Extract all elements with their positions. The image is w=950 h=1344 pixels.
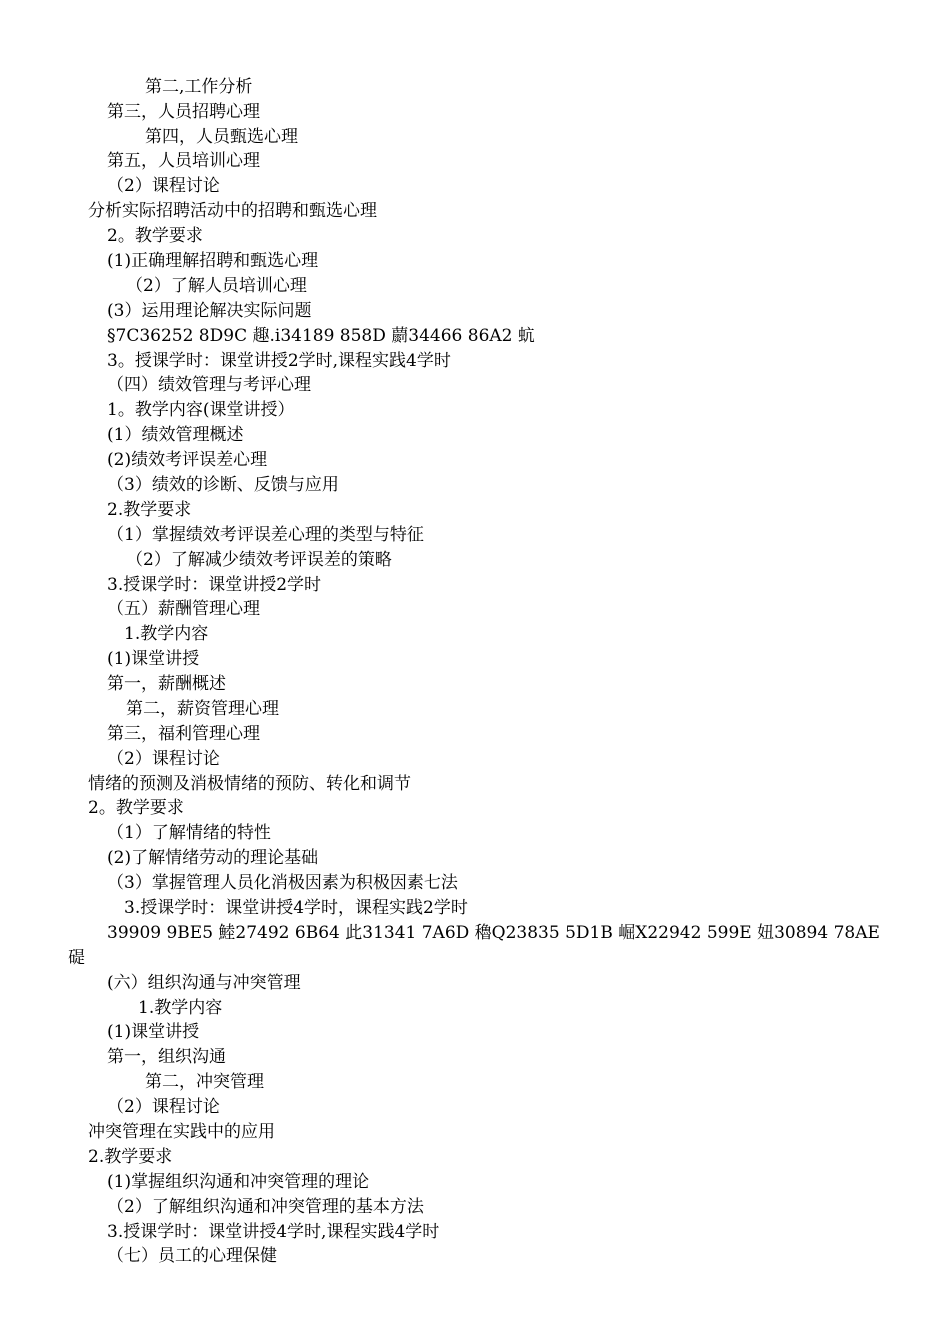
- text-line: （2）了解人员培训心理: [126, 276, 307, 296]
- text-line: （七）员工的心理保健: [107, 1246, 277, 1266]
- text-line: 3。授课学时：课堂讲授2学时,课程实践4学时: [107, 351, 451, 371]
- text-line: 3.授课学时：课堂讲授2学时: [107, 575, 322, 595]
- text-line: 冲突管理在实践中的应用: [88, 1122, 275, 1142]
- text-line: 第五，人员培训心理: [107, 151, 260, 171]
- text-line: 碮: [68, 948, 85, 968]
- text-line: (六）组织沟通与冲突管理: [107, 973, 301, 993]
- text-line: 3.授课学时：课堂讲授4学时，课程实践2学时: [124, 898, 468, 918]
- text-line: （四）绩效管理与考评心理: [107, 375, 311, 395]
- text-line: 1。教学内容(课堂讲授）: [107, 400, 295, 420]
- text-line: (1)掌握组织沟通和冲突管理的理论: [107, 1172, 370, 1192]
- text-line: (2)绩效考评误差心理: [107, 450, 268, 470]
- text-line: 2。教学要求: [88, 798, 184, 818]
- text-line: （3）绩效的诊断、反馈与应用: [107, 475, 339, 495]
- text-line: (1)课堂讲授: [107, 1022, 200, 1042]
- text-line: 第四，人员甄选心理: [145, 127, 298, 147]
- text-line: (1）绩效管理概述: [107, 425, 244, 445]
- text-line: 2.教学要求: [107, 500, 192, 520]
- text-line: (2)了解情绪劳动的理论基础: [107, 848, 319, 868]
- text-line: (1)课堂讲授: [107, 649, 200, 669]
- text-line: (1)正确理解招聘和甄选心理: [107, 251, 319, 271]
- text-line: （五）薪酬管理心理: [107, 599, 260, 619]
- text-line: 1.教学内容: [138, 998, 223, 1018]
- text-line: 2。教学要求: [107, 226, 203, 246]
- text-line: （3）掌握管理人员化消极因素为积极因素七法: [107, 873, 458, 893]
- text-line: （2）了解组织沟通和冲突管理的基本方法: [107, 1197, 424, 1217]
- text-line: 39909 9BE5 鯥27492 6B64 此31341 7A6D 穭Q23835 5D1B 崛X22942 599E 妞30894 78AE: [107, 923, 880, 943]
- text-line: 第一，组织沟通: [107, 1047, 226, 1067]
- text-line: 第三，人员招聘心理: [107, 102, 260, 122]
- text-line: (3）运用理论解决实际问题: [107, 301, 312, 321]
- text-line: （2）课程讨论: [107, 1097, 220, 1117]
- text-line: 第三，福利管理心理: [107, 724, 260, 744]
- text-line: 第二,工作分析: [145, 77, 253, 97]
- text-line: 1.教学内容: [124, 624, 209, 644]
- text-line: 情绪的预测及消极情绪的预防、转化和调节: [88, 774, 411, 794]
- text-line: 第二，冲突管理: [145, 1072, 264, 1092]
- text-line: （2）了解减少绩效考评误差的策略: [126, 550, 392, 570]
- text-line: （2）课程讨论: [107, 176, 220, 196]
- text-line: （1）掌握绩效考评误差心理的类型与特征: [107, 525, 424, 545]
- text-line: 3.授课学时：课堂讲授4学时,课程实践4学时: [107, 1222, 440, 1242]
- text-line: （1）了解情绪的特性: [107, 823, 271, 843]
- text-line: （2）课程讨论: [107, 749, 220, 769]
- text-line: §7C36252 8D9C 趣.i34189 858D 蘮34466 86A2 蚢: [107, 326, 535, 346]
- text-line: 第二，薪资管理心理: [126, 699, 279, 719]
- text-line: 分析实际招聘活动中的招聘和甄选心理: [88, 201, 377, 221]
- text-line: 第一，薪酬概述: [107, 674, 226, 694]
- text-line: 2.教学要求: [88, 1147, 173, 1167]
